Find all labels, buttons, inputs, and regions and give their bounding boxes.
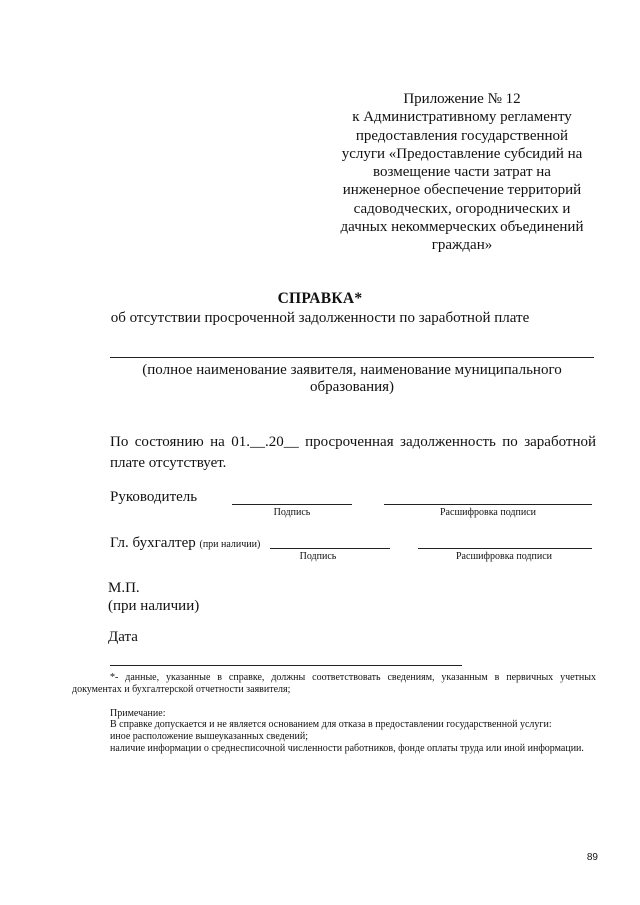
- appendix-header: [328, 90, 596, 255]
- footnote-text: *- данные, указанные в справке, должны соответствовать сведениям, указанным в первичных учетных документах и бухгалтерской отчетности заявителя;: [72, 672, 596, 695]
- document-subtitle: об отсутствии просроченной задолженности по заработной плате: [110, 310, 530, 326]
- remarks-heading: Примечание:: [110, 708, 166, 719]
- appendix-line: предоставления государственной: [355, 127, 569, 144]
- appendix-line: садоводческих, огороднических и: [353, 200, 571, 217]
- appendix-line: граждан»: [431, 237, 493, 254]
- accountant-row: [110, 535, 260, 552]
- head-label: Руководитель: [110, 489, 198, 505]
- appendix-line: Приложение № 12: [403, 91, 521, 107]
- accountant-signature-caption: Подпись: [299, 551, 337, 562]
- head-decoding-caption: Расшифровка подписи: [440, 507, 536, 518]
- remarks-line-3: наличие информации о среднесписочной численности работников, фонде оплаты труда или иной информации.: [110, 743, 584, 754]
- date-label: Дата: [108, 629, 138, 645]
- remarks-line-2: иное расположение вышеуказанных сведений;: [110, 731, 309, 742]
- appendix-line: возмещение части затрат на: [373, 164, 551, 181]
- appendix-line: дачных некоммерческих объединений: [340, 219, 584, 236]
- appendix-line: инженерное обеспечение территорий: [342, 182, 582, 199]
- applicant-hint: (полное наименование заявителя, наименование муниципального образования): [142, 362, 562, 395]
- stamp-note: (при наличии): [108, 598, 200, 614]
- accountant-signature-line[interactable]: [270, 548, 390, 549]
- head-signature-line[interactable]: [232, 504, 352, 505]
- accountant-label: Гл. бухгалтер: [110, 535, 196, 551]
- document-title: СПРАВКА*: [277, 290, 363, 307]
- applicant-name-line[interactable]: [110, 357, 594, 358]
- footnote-separator: [110, 665, 462, 666]
- head-signature-caption: Подпись: [273, 507, 311, 518]
- page-number: 89: [586, 852, 598, 863]
- stamp-label: М.П.: [108, 580, 140, 596]
- remarks-line-1: В справке допускается и не является основанием для отказа в предоставлении государственной услуги:: [110, 719, 552, 730]
- appendix-line: к Административному регламенту: [352, 109, 572, 126]
- accountant-decoding-caption: Расшифровка подписи: [456, 551, 552, 562]
- statement-text: По состоянию на 01.__.20__ просроченная задолженность по заработной плате отсутствует.: [110, 434, 596, 471]
- accountant-note: (при наличии): [199, 539, 261, 550]
- head-decoding-line[interactable]: [384, 504, 592, 505]
- appendix-line: услуги «Предоставление субсидий на: [341, 145, 583, 162]
- accountant-decoding-line[interactable]: [418, 548, 592, 549]
